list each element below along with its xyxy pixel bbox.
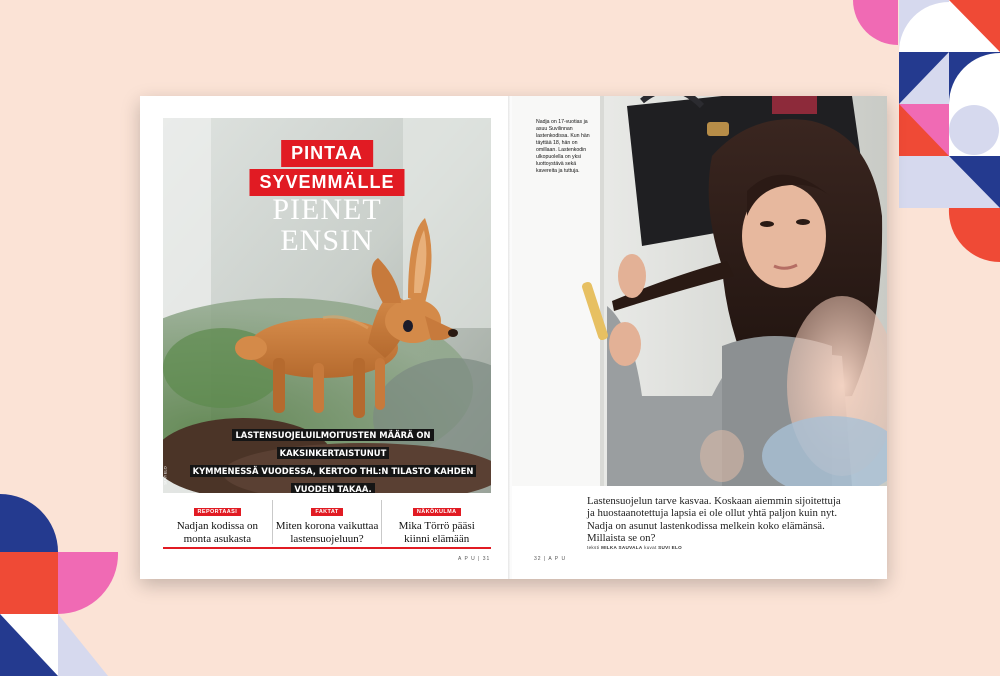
teaser-title-line: monta asukasta xyxy=(183,532,252,545)
teaser-kicker: NÄKÖKULMA xyxy=(413,508,461,516)
decorative-pattern-bottom-left xyxy=(0,494,120,676)
teaser-title xyxy=(382,520,491,545)
teaser-title xyxy=(273,520,382,545)
byline-photographer: SUVI ELO xyxy=(658,545,683,550)
teaser-row xyxy=(163,500,491,544)
lede-text xyxy=(183,425,483,493)
photo-caption: Nadja on 17-vuotias ja asuu Suvilinnan lastenkodissa. Kun hän täyttää 18, hän on omillaan. Lastenkodin ulkopuolella on yksi luottoystävä sekä kavereita ja tuttuja. xyxy=(536,119,590,174)
fawn-figurine-photo xyxy=(163,118,491,493)
magazine-spread xyxy=(140,96,887,579)
byline-author: MILKA SAUVALA xyxy=(601,545,643,550)
teaser-reportaasi[interactable] xyxy=(163,500,272,544)
red-rule xyxy=(163,547,491,549)
teaser-kicker: FAKTAT xyxy=(311,508,342,516)
teaser-faktat[interactable] xyxy=(272,500,382,544)
teaser-title xyxy=(163,520,272,545)
right-page xyxy=(512,96,887,579)
byline-prefix: teksti xyxy=(587,545,600,550)
lede-line: LASTENSUOJELUILMOITUSTEN MÄÄRÄ ON KAKSINKERTAISTUNUT xyxy=(232,429,433,459)
page-folio: 32 | A P U xyxy=(534,556,567,562)
byline xyxy=(587,545,682,550)
headline-line-2: ENSIN xyxy=(280,224,374,257)
photo-credit: SUVI ELO xyxy=(163,466,168,485)
teaser-kicker: REPORTAASI xyxy=(194,508,242,516)
left-page xyxy=(140,96,510,579)
byline-mid: kuvat xyxy=(644,545,657,550)
teaser-title-line: Miten korona vaikuttaa xyxy=(275,520,379,532)
teaser-title-line: kiinni elämään xyxy=(404,532,470,545)
nadja-hair-photo xyxy=(512,96,887,486)
teaser-title-line: Mika Törrö pääsi xyxy=(398,520,475,532)
teaser-title-line: lastensuojeluun? xyxy=(290,532,364,545)
article-intro: Lastensuojelun tarve kasvaa. Koskaan aiemmin sijoitettuja ja huostaanotettuja lapsia ei ole ollut yhtä paljon kuin nyt. Nadja on asunut lastenkodissa melkein koko elämänsä. Millaista se on? xyxy=(587,495,841,545)
series-tag-line-1: PINTAA xyxy=(281,140,373,167)
headline-line-1: PIENET xyxy=(272,193,382,226)
page-folio: A P U | 31 xyxy=(458,556,491,562)
teaser-nakokulma[interactable] xyxy=(381,500,491,544)
series-tag-line-2: SYVEMMÄLLE xyxy=(249,169,404,196)
lede-line: KYMMENESSÄ VUODESSA, KERTOO THL:N TILASTO KAHDEN VUODEN TAKAA. xyxy=(190,465,477,493)
teaser-title-line: Nadjan kodissa on xyxy=(176,520,258,532)
